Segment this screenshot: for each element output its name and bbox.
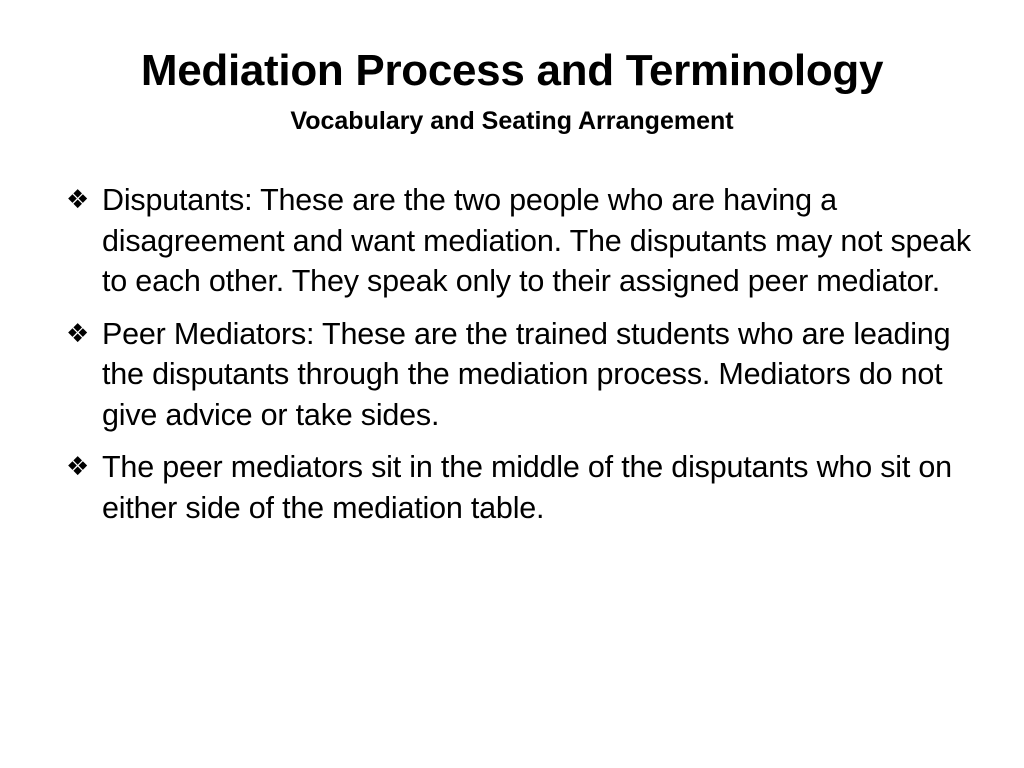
diamond-bullet-icon: ❖ <box>66 318 90 349</box>
bullet-text: Disputants: These are the two people who are having a disagreement and want mediation. The disputants may not speak to each other. They speak only to their assigned peer mediator. <box>102 183 971 298</box>
bullet-item <box>66 447 976 528</box>
diamond-bullet-icon: ❖ <box>66 185 90 215</box>
slide-title: Mediation Process and Terminology <box>140 46 884 95</box>
slide-subtitle: Vocabulary and Seating Arrangement <box>290 107 734 135</box>
bullet-text: The peer mediators sit in the middle of the disputants who sit on either side of the mediation table. <box>102 450 952 525</box>
diamond-bullet-icon: ❖ <box>66 452 90 482</box>
bullet-item <box>66 314 976 436</box>
bullet-list <box>66 180 976 540</box>
bullet-item <box>66 180 976 302</box>
bullet-text: Peer Mediators: These are the trained students who are leading the disputants through the mediation process. Mediators do not give advice or take sides. <box>102 316 951 432</box>
title-block <box>40 42 984 138</box>
